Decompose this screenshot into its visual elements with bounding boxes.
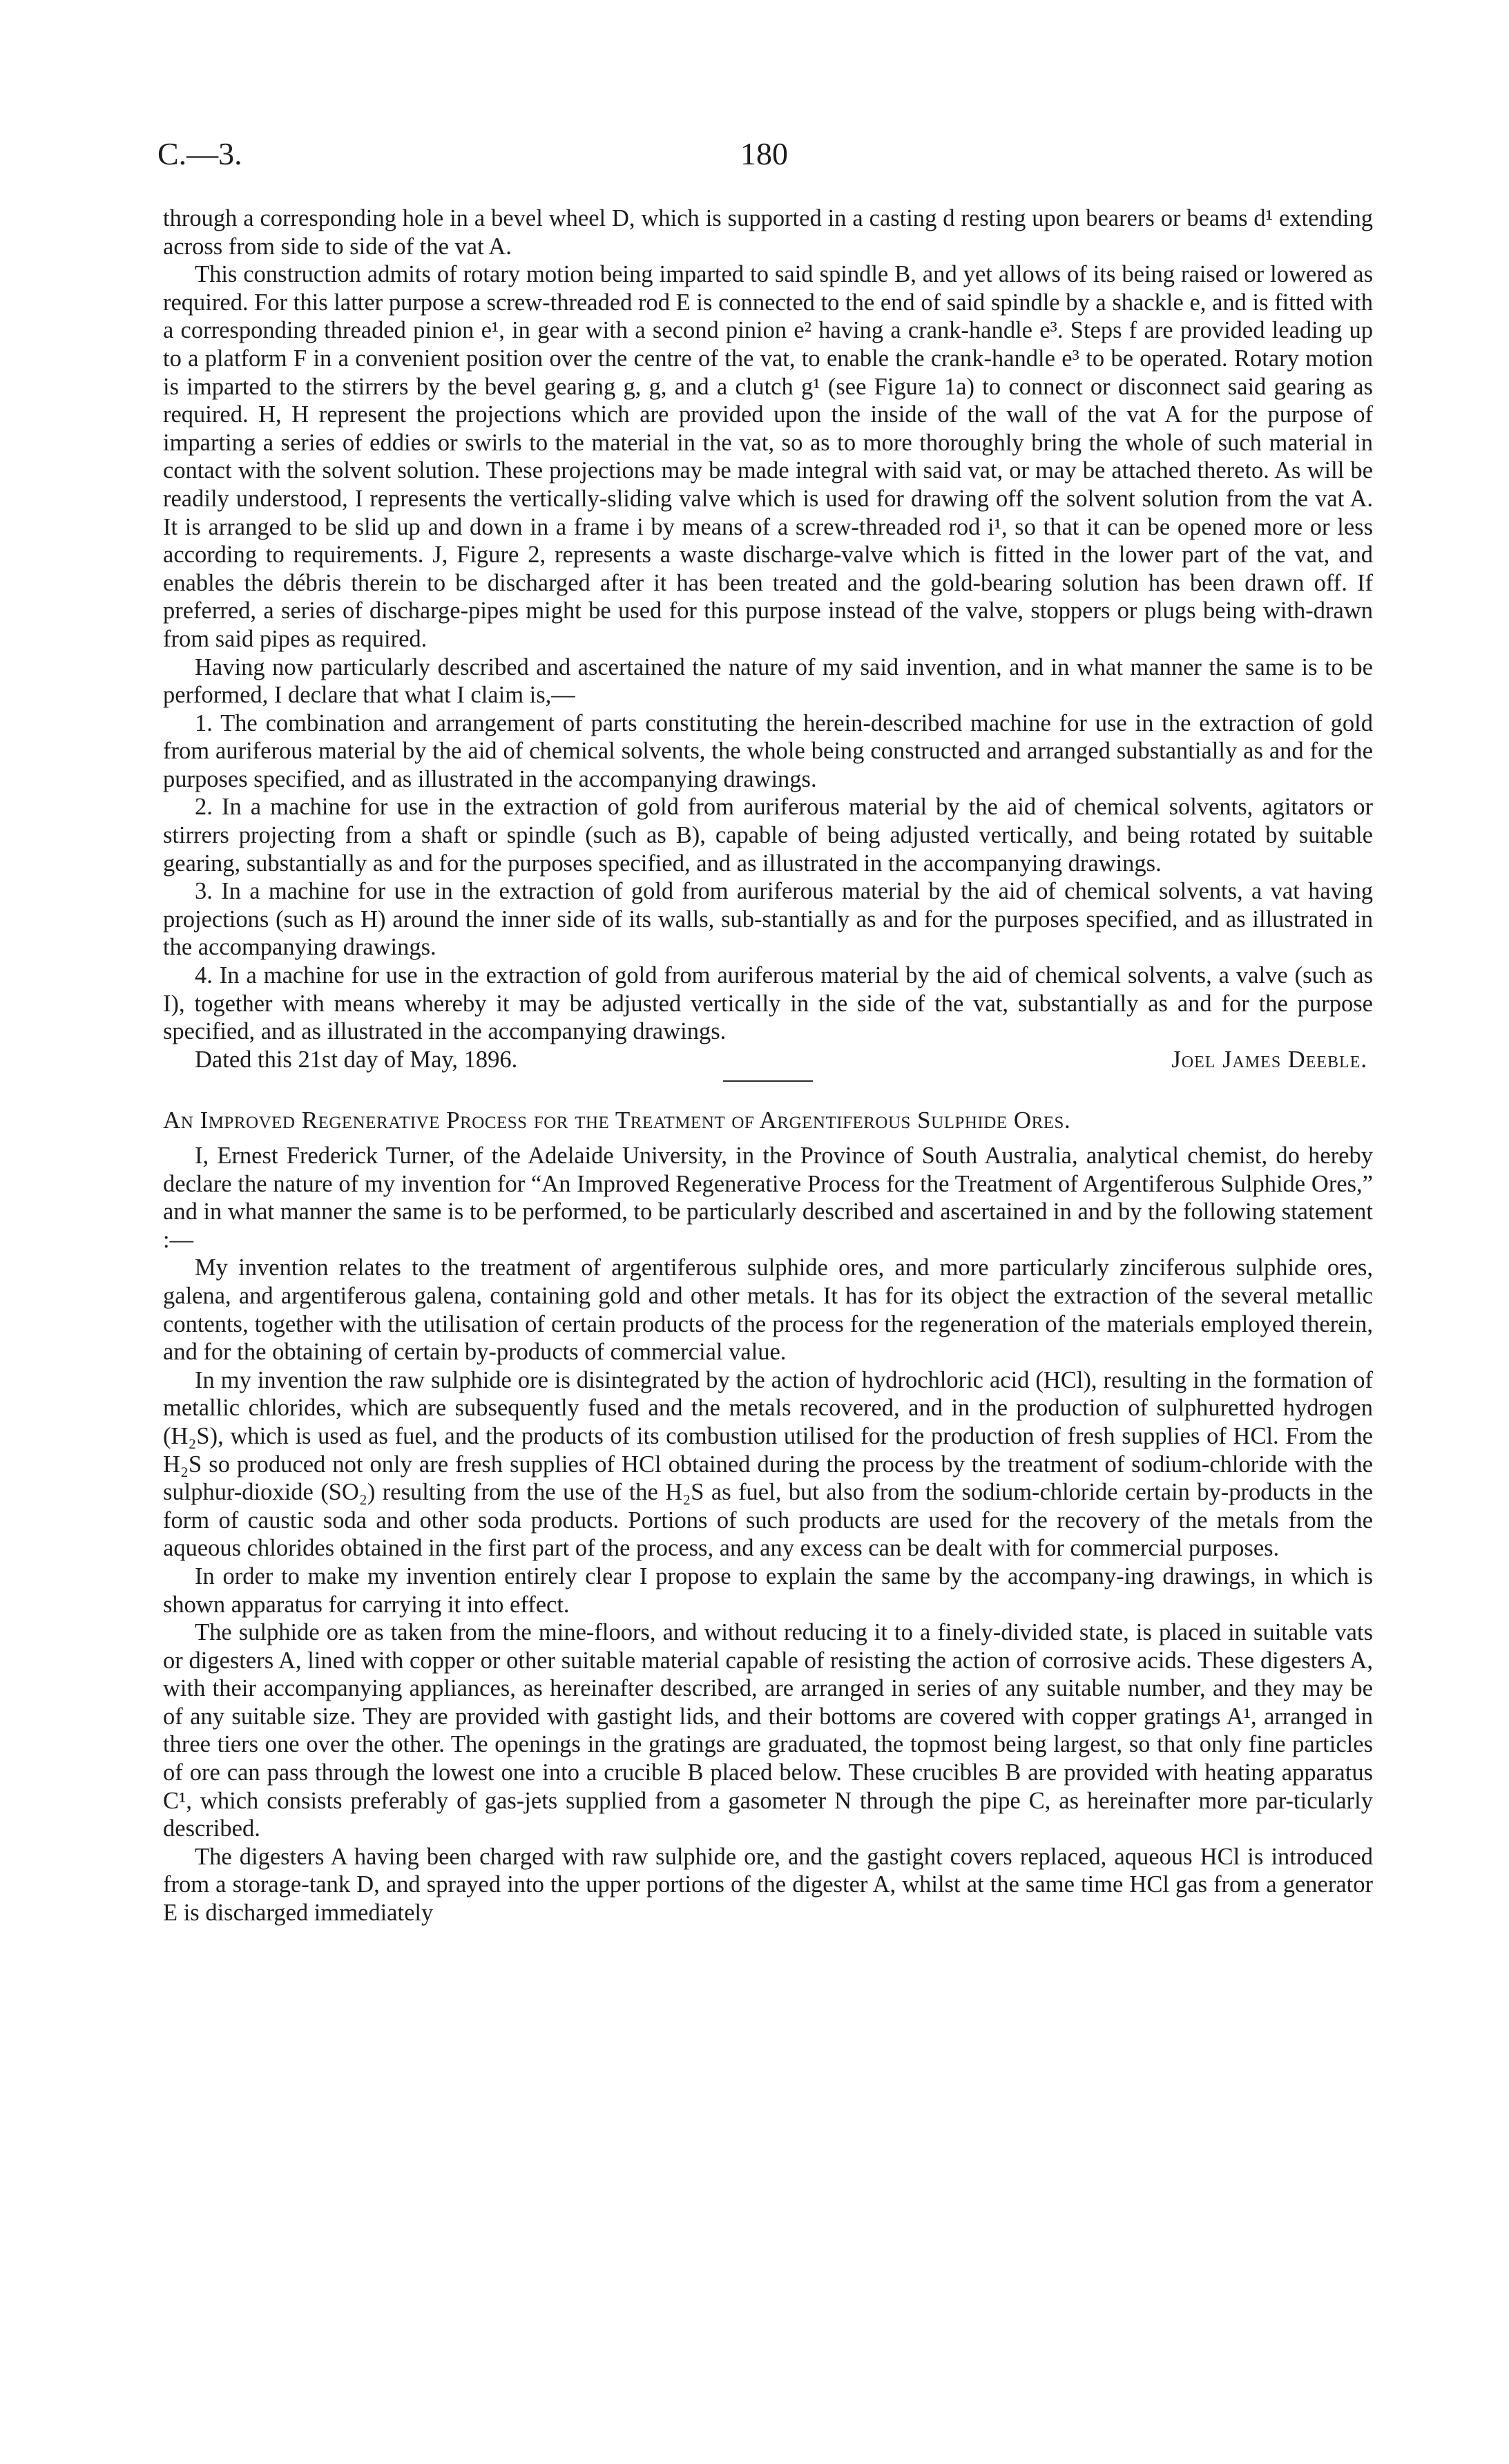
dated-line bbox=[163, 1046, 1373, 1074]
section-divider bbox=[723, 1080, 813, 1082]
claim-1: 1. The combination and arrangement of parts constituting the herein-described machine for use in the extraction of gold from auriferous material by the aid of chemical solvents, the whole being constructed and arranged substantially as and for the purposes specified, and as illustrated in the accompanying drawings. bbox=[163, 709, 1373, 792]
paragraph-invention-relates: My invention relates to the treatment of argentiferous sulphide ores, and more particularly zinciferous sulphide ores, galena, and argentiferous galena, containing gold and other metals. It has for its object the extraction of the several metallic contents, together with the utilisation of certain products of the process for the regeneration of the materials employed therein, and for the obtaining of certain by-products of commercial value. bbox=[163, 1254, 1373, 1366]
paragraph-drawings-intro: In order to make my invention entirely clear I propose to explain the same by the accompany-ing drawings, in which is shown apparatus for carrying it into effect. bbox=[163, 1563, 1373, 1618]
page-body bbox=[163, 204, 1373, 1927]
claim-3: 3. In a machine for use in the extraction of gold from auriferous material by the aid of chemical solvents, a vat having projections (such as H) around the inner side of its walls, sub-stantially as and for the purposes specified, and as illustrated in the accompanying drawings. bbox=[163, 878, 1373, 961]
claim-2: 2. In a machine for use in the extraction of gold from auriferous material by the aid of chemical solvents, agitators or stirrers projecting from a shaft or spindle (such as B), capable of being adjusted vertically, and being rotated by suitable gearing, substantially as and for the purposes specified, and as illustrated in the accompanying drawings. bbox=[163, 794, 1373, 877]
signature: Joel James Deeble. bbox=[1171, 1046, 1367, 1073]
document-reference: C.—3. bbox=[157, 136, 242, 171]
section-title: An Improved Regenerative Process for the Treatment of Argentiferous Sulphide Ores. bbox=[163, 1107, 1071, 1134]
page-number: 180 bbox=[740, 136, 788, 171]
paragraph-continuation: through a corresponding hole in a bevel wheel D, which is supported in a casting d resting upon bearers or beams d¹ extending across from side to side of the vat A. bbox=[163, 205, 1373, 260]
paragraph-charging: The digesters A having been charged with raw sulphide ore, and the gastight covers replaced, aqueous HCl is introduced from a storage-tank D, and sprayed into the upper portions of the digester A, whilst at the same time HCl gas from a generator E is discharged immediately bbox=[163, 1843, 1373, 1927]
page-header bbox=[157, 135, 1371, 177]
paragraph-digesters: The sulphide ore as taken from the mine-floors, and without reducing it to a finely-divided state, is placed in suitable vats or digesters A, lined with copper or other suitable material capable of resisting the action of corrosive acids. These digesters A, with their accompanying appliances, as hereinafter described, are arranged in series of any suitable number, and they may be of any suitable size. They are provided with gastight lids, and their bottoms are covered with copper gratings A¹, arranged in three tiers one over the other. The openings in the gratings are graduated, the topmost being largest, so that only fine particles of ore can pass through the lowest one into a crucible B placed below. These crucibles B are provided with heating apparatus C¹, which consists preferably of gas-jets supplied from a gasometer N through the pipe C, as hereinafter more par-ticularly described. bbox=[163, 1619, 1373, 1842]
paragraph-declaration: I, Ernest Frederick Turner, of the Adelaide University, in the Province of South Australia, analytical chemist, do hereby declare the nature of my invention for “An Improved Regenerative Process for the Treatment of Argentiferous Sulphide Ores,” and in what manner the same is to be performed, to be particularly described and ascertained in and by the following statement :— bbox=[163, 1143, 1373, 1253]
paragraph-construction: This construction admits of rotary motion being imparted to said spindle B, and yet allows of its being raised or lowered as required. For this latter purpose a screw-threaded rod E is connected to the end of said spindle by a shackle e, and is fitted with a corresponding threaded pinion e¹, in gear with a second pinion e² having a crank-handle e³. Steps f are provided leading up to a platform F in a convenient position over the centre of the vat, to enable the crank-handle e³ to be operated. Rotary motion is imparted to the stirrers by the bevel gearing g, g, and a clutch g¹ (see Figure 1a) to connect or disconnect said gearing as required. H, H represent the projections which are provided upon the inside of the wall of the vat A for the purpose of imparting a series of eddies or swirls to the material in the vat, so as to more thoroughly bring the whole of such material in contact with the solvent solution. These projections may be made integral with said vat, or may be attached thereto. As will be readily understood, I represents the vertically-sliding valve which is used for drawing off the solvent solution from the vat A. It is arranged to be slid up and down in a frame i by means of a screw-threaded rod i¹, so that it can be opened more or less according to requirements. J, Figure 2, represents a waste discharge-valve which is fitted in the lower part of the vat, and enables the débris therein to be discharged after it has been treated and the gold-bearing solution has been drawn off. If preferred, a series of discharge-pipes might be used for this purpose instead of the valve, stoppers or plugs being with-drawn from said pipes as required. bbox=[163, 261, 1373, 652]
paragraph-claim-intro: Having now particularly described and ascertained the nature of my said invention, and in what manner the same is to be performed, I declare that what I claim is,— bbox=[163, 653, 1373, 709]
date-text: Dated this 21st day of May, 1896. bbox=[195, 1046, 518, 1073]
claim-4: 4. In a machine for use in the extraction of gold from auriferous material by the aid of chemical solvents, a valve (such as I), together with means whereby it may be adjusted vertically in the side of the vat, substantially as and for the purpose specified, and as illustrated in the accompanying drawings. bbox=[163, 962, 1373, 1045]
paragraph-process-summary: In my invention the raw sulphide ore is disintegrated by the action of hydrochloric acid (HCl), resulting in the formation of metallic chlorides, which are subsequently fused and the metals recovered, and in the production of sulphuretted hydrogen (H₂S), which is used as fuel, and the products of its combustion utilised for the production of fresh supplies of HCl. From the H₂S so produced not only are fresh supplies of HCl obtained during the process by the treatment of sodium-chloride with the sulphur-dioxide (SO₂) resulting from the use of the H₂S as fuel, but also from the sodium-chloride certain by-products in the form of caustic soda and other soda products. Portions of such products are used for the recovery of the metals from the aqueous chlorides obtained in the first part of the process, and any excess can be dealt with for commercial purposes. bbox=[163, 1366, 1373, 1562]
